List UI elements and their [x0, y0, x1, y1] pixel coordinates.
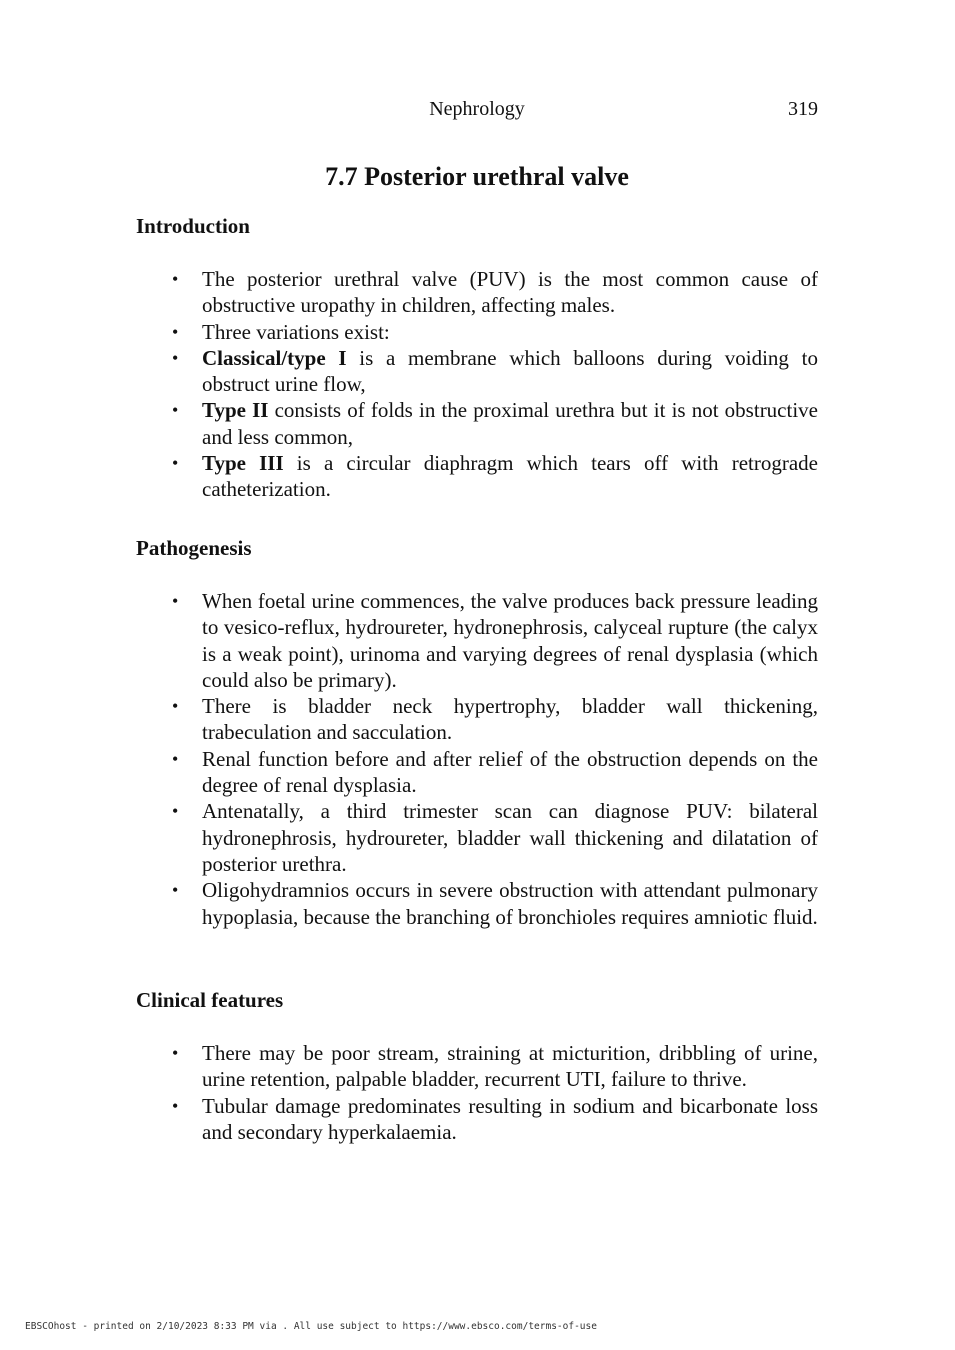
- list-item: [136, 266, 818, 319]
- item-text: Three variations exist:: [202, 319, 390, 344]
- bullet-icon: •: [172, 880, 179, 901]
- item-lead: Classical/type I: [202, 345, 347, 370]
- item-text: is a circular diaphragm which tears off with retrograde catheterization.: [202, 451, 818, 502]
- bullet-icon: •: [172, 591, 179, 611]
- list-item: [136, 345, 818, 398]
- bullet-icon: •: [172, 696, 179, 717]
- item-text: Antenatally, a third trimester scan can diagnose PUV: bilateral hydronephrosis, hydroureter, bladder wall thickening and dilatation of posterior urethra.: [202, 799, 818, 876]
- list-item: [136, 877, 818, 930]
- item-lead: Type II: [202, 398, 269, 423]
- section-heading: Clinical features: [136, 988, 284, 1012]
- item-text: When foetal urine commences, the valve produces back pressure leading to vesico-reflux, hydroureter, hydronephrosis, calyceal rupture (the calyx is a weak point), urinoma and varying degrees of renal dysplasia (which could also be primary).: [202, 589, 818, 692]
- bullet-icon: •: [172, 347, 179, 368]
- item-lead: Type III: [202, 451, 284, 476]
- item-text: consists of folds in the proximal urethra but it is not obstructive and less common,: [202, 398, 818, 449]
- section-heading: Pathogenesis: [136, 536, 252, 560]
- item-text: Tubular damage predominates resulting in sodium and bicarbonate loss and secondary hyperkalaemia.: [202, 1093, 818, 1144]
- item-text: There may be poor stream, straining at micturition, dribbling of urine, urine retention, palpable bladder, recurrent UTI, failure to thrive.: [202, 1041, 818, 1092]
- item-text: Renal function before and after relief of the obstruction depends on the degree of renal dysplasia.: [202, 746, 818, 798]
- list-item: [136, 450, 818, 503]
- list-item: [136, 1040, 818, 1093]
- section-clinical-features: [136, 987, 818, 1145]
- list-item: [136, 746, 818, 799]
- bullet-list: [136, 266, 818, 503]
- bullet-icon: •: [172, 269, 179, 289]
- list-item: [136, 798, 818, 877]
- chapter-title: 7.7 Posterior urethral valve: [325, 162, 629, 191]
- page-number: 319: [788, 98, 818, 120]
- section-heading: Introduction: [136, 214, 250, 238]
- list-item: [136, 397, 818, 450]
- list-item: [136, 319, 818, 345]
- bullet-list: [136, 588, 818, 930]
- section-introduction: [136, 213, 818, 503]
- bullet-icon: •: [172, 321, 179, 342]
- item-text: is a membrane which balloons during voiding to obstruct urine flow,: [202, 345, 818, 397]
- bullet-icon: •: [172, 1043, 179, 1063]
- running-head-title: Nephrology: [429, 98, 525, 120]
- list-item: [136, 588, 818, 693]
- item-text: The posterior urethral valve (PUV) is the most common cause of obstructive uropathy in children, affecting males.: [202, 267, 818, 318]
- bullet-icon: •: [172, 400, 179, 421]
- bullet-icon: •: [172, 453, 179, 474]
- item-text: Oligohydramnios occurs in severe obstruction with attendant pulmonary hypoplasia, because the branching of bronchioles requires amniotic fluid.: [202, 878, 818, 929]
- footer-notice: EBSCOhost - printed on 2/10/2023 8:33 PM via . All use subject to https://www.ebsco.com/terms-of-use: [25, 1321, 597, 1332]
- section-pathogenesis: [136, 535, 818, 930]
- list-item: [136, 1093, 818, 1146]
- bullet-icon: •: [172, 748, 179, 769]
- bullet-icon: •: [172, 1095, 179, 1116]
- item-text: There is bladder neck hypertrophy, bladder wall thickening, trabeculation and sacculation.: [202, 694, 818, 745]
- list-item: [136, 693, 818, 746]
- bullet-list: [136, 1040, 818, 1145]
- bullet-icon: •: [172, 801, 179, 822]
- running-head: [136, 97, 818, 121]
